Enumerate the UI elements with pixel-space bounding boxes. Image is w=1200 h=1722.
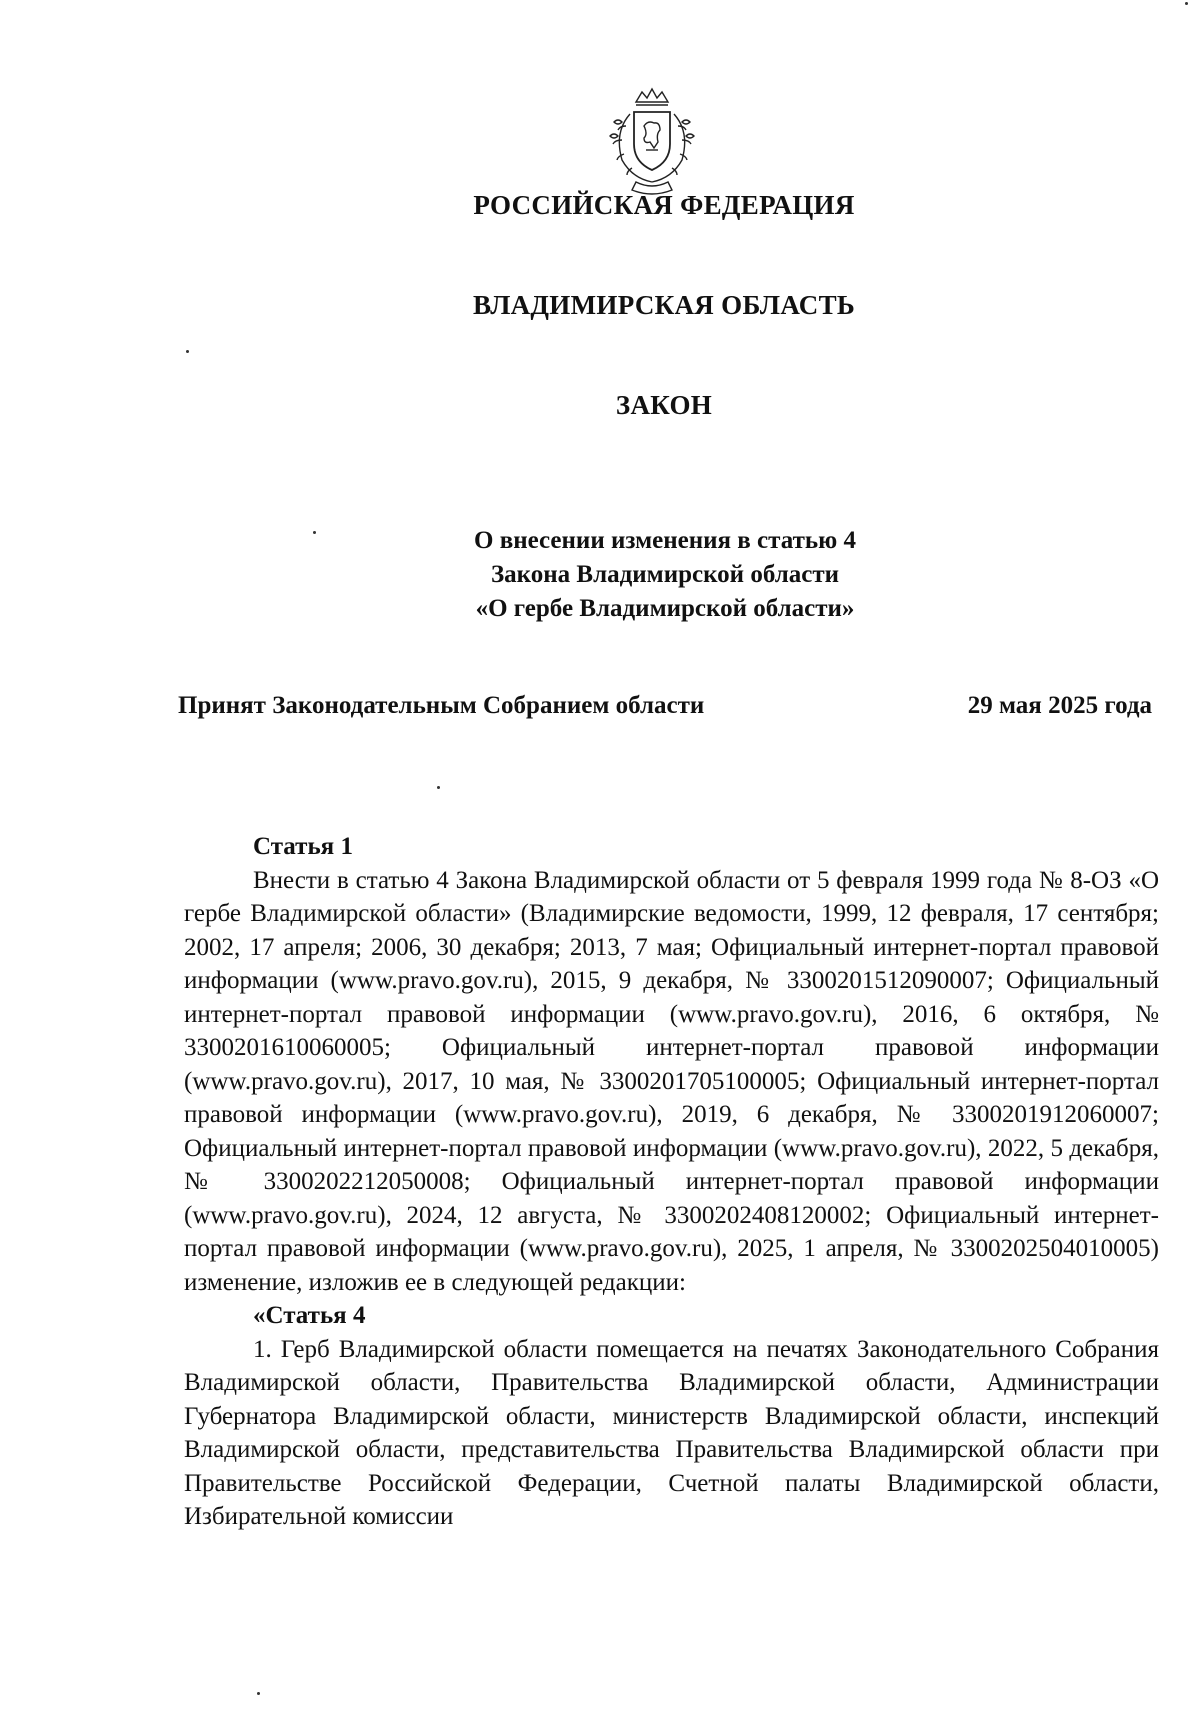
scan-speck [437,786,440,789]
law-body [184,830,1159,1534]
law-title-line-1: О внесении изменения в статью 4 [474,527,856,554]
country-heading: РОССИЙСКАЯ ФЕДЕРАЦИЯ [473,190,855,220]
adoption-line [178,692,1152,720]
adoption-date: 29 мая 2025 года [967,692,1152,719]
scan-speck [186,350,189,353]
article-1-text: Внести в статью 4 Закона Владимирской области от 5 февраля 1999 года № 8-ОЗ «О гербе Владимирской области» (Владимирские ведомости, 1999, 12 февраля, 17 сентября; 2002, 17 апреля; 2006, 30 декабря; 2013, 7 мая; Официальный интернет-портал правовой информации (www.pravo.gov.ru), 2015, 9 декабря, № 3300201512090007; Официальный интернет-портал правовой информации (www.pravo.gov.ru), 2016, 6 октября, № 3300201610060005; Официальный интернет-портал правовой информации (www.pravo.gov.ru), 2017, 10 мая, № 3300201705100005; Официальный интернет-портал правовой информации (www.pravo.gov.ru), 2019, 6 декабря, № 3300201912060007; Официальный интернет-портал правовой информации (www.pravo.gov.ru), 2022, 5 декабря, № 3300202212050008; Официальный интернет-портал правовой информации (www.pravo.gov.ru), 2024, 12 августа, № 3300202408120002; Официальный интернет-портал правовой информации (www.pravo.gov.ru), 2025, 1 апреля, № 3300202504010005) изменение, изложив ее в следующей редакции: [184,866,1159,1296]
law-title-line-2: Закона Владимирской области [490,561,840,588]
scan-speck [313,531,316,534]
article-4-paragraph-1: 1. Герб Владимирской области помещается на печатях Законодательного Собрания Владимирской области, Правительства Владимирской области, Администрации Губернатора Владимирской области, министерств Владимирской области, инспекций Владимирской области, представительства Правительства Владимирской области при Правительстве Российской Федерации, Счетной палаты Владимирской области, Избирательной комиссии [184,1335,1159,1530]
law-title-line-3: «О гербе Владимирской области» [475,595,855,622]
scan-speck [257,1692,260,1695]
document-type-heading: ЗАКОН [615,390,713,420]
region-heading: ВЛАДИМИРСКАЯ ОБЛАСТЬ [472,290,856,320]
article-1-heading: Статья 1 [253,833,353,860]
law-title [420,524,910,626]
scan-speck [1185,2,1188,5]
article-4-heading: «Статья 4 [253,1302,366,1329]
coat-of-arms-icon [600,86,704,198]
adoption-label: Принят Законодательным Собранием области [178,692,705,719]
